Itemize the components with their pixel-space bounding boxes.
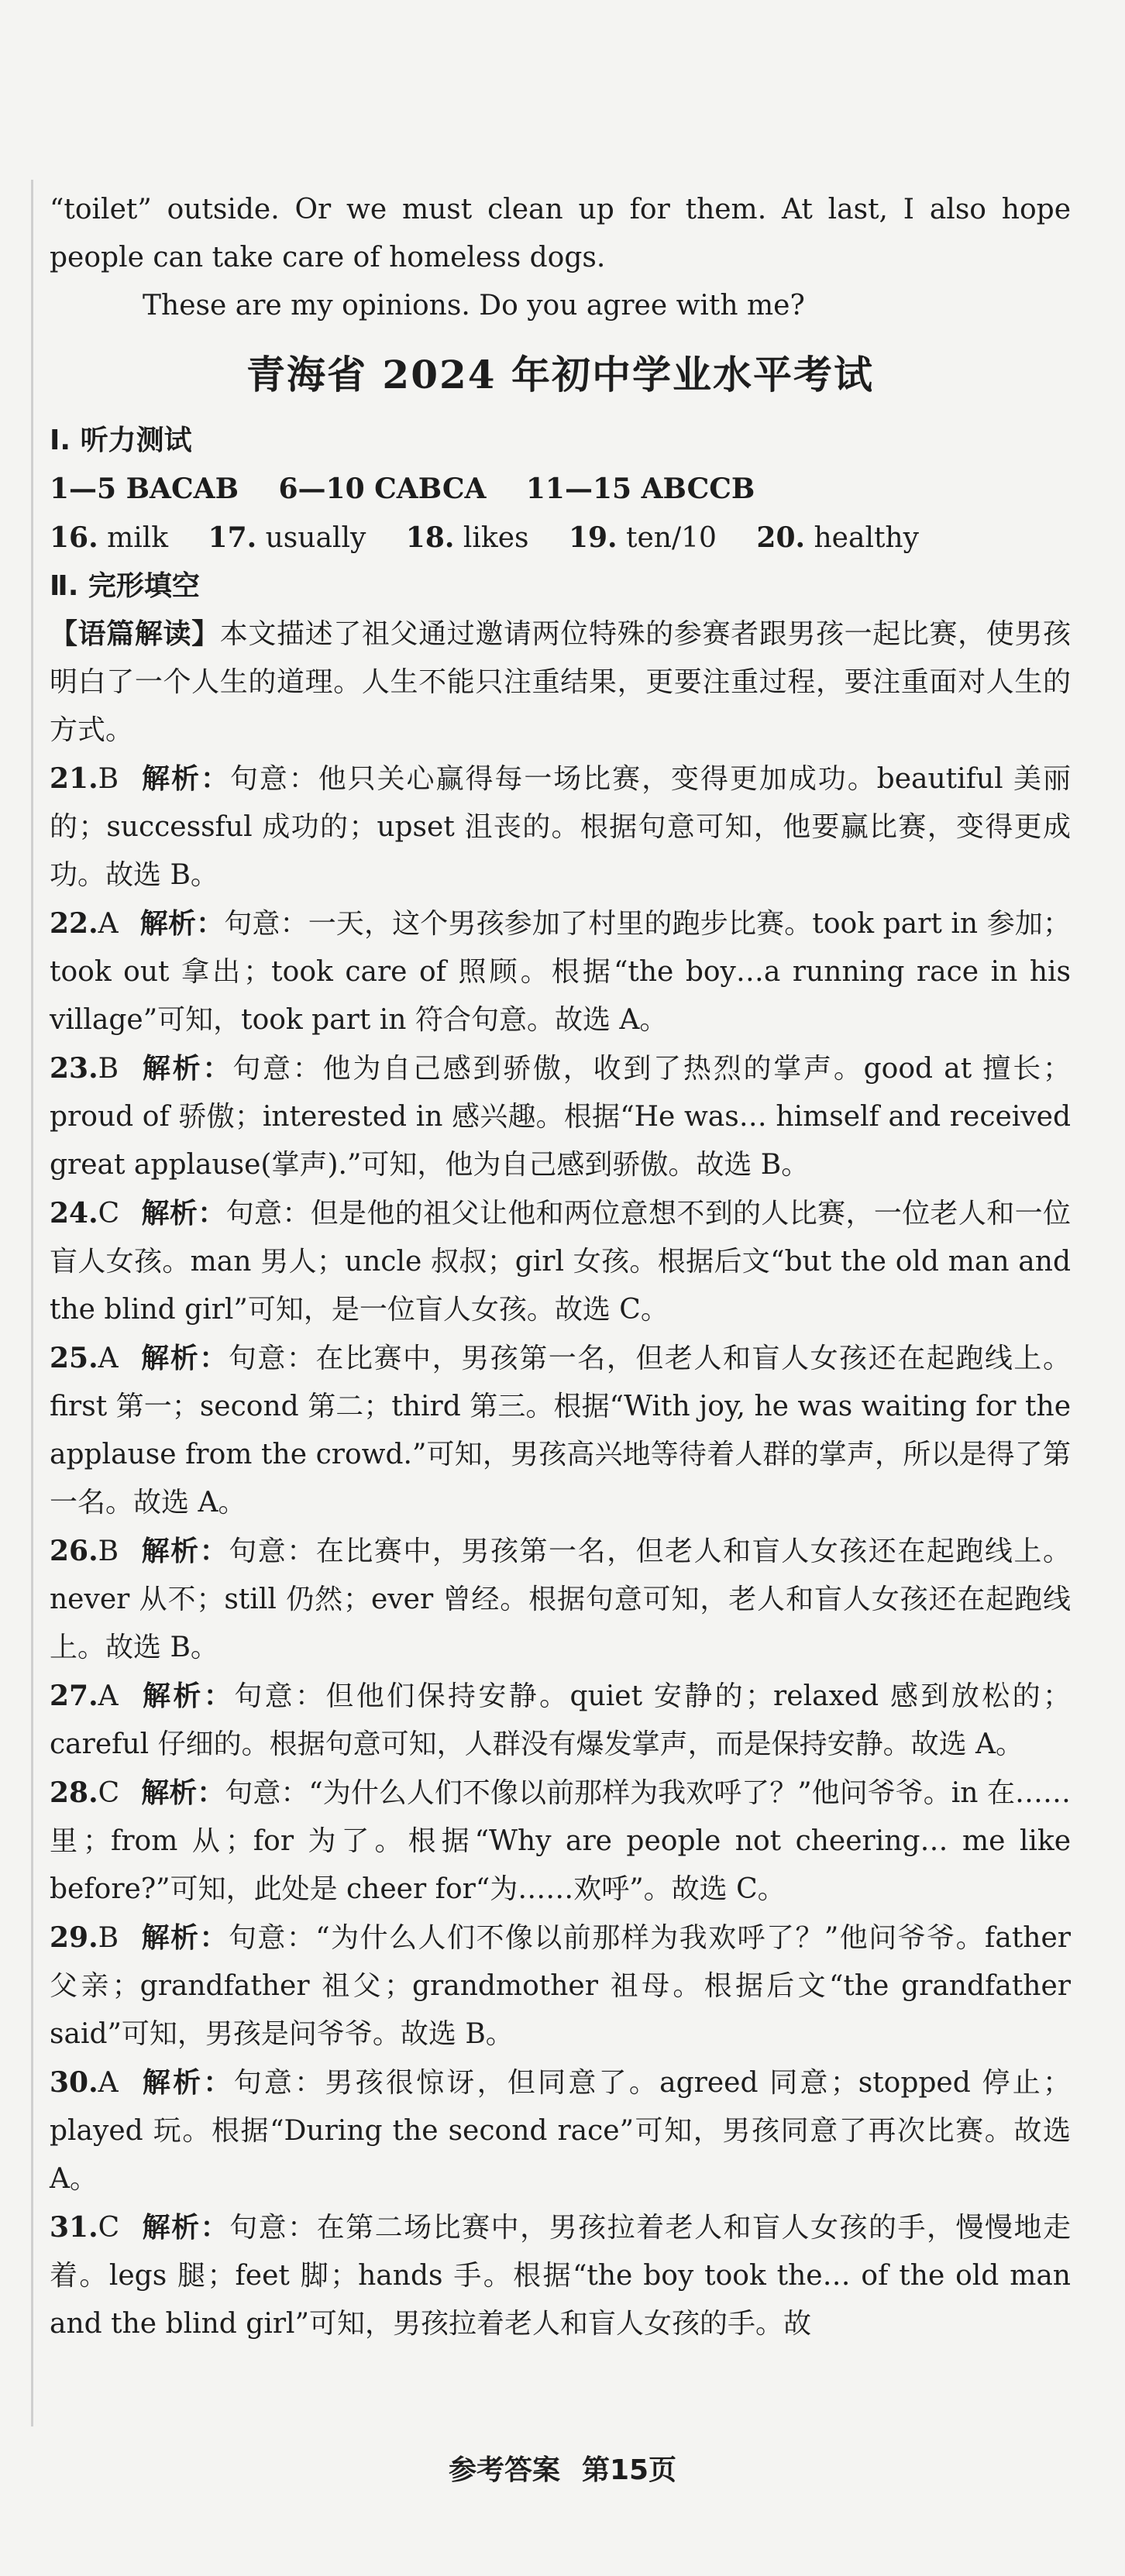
listening-answers-row1 [50, 465, 1071, 514]
section-cloze-heading: Ⅱ. 完形填空 [50, 570, 200, 602]
analysis-label: 解析： [140, 1536, 229, 1567]
cloze-item [50, 2203, 1071, 2348]
answer-word: ten/10 [626, 522, 717, 554]
analysis-text: 句意：但他们保持安静。quiet 安静的；relaxed 感到放松的；careful 仔细的。根据句意可知，人群没有爆发掌声，而是保持安静。故选 A。 [50, 1680, 1071, 1760]
cloze-item [50, 899, 1071, 1044]
answer-num: 16. [50, 521, 98, 554]
answer-num: 17. [208, 521, 257, 554]
item-number: 29. [50, 1921, 98, 1954]
item-number: 26. [50, 1535, 98, 1567]
cloze-item [50, 1769, 1071, 1914]
exam-title: 青海省 2024 年初中学业水平考试 [246, 352, 874, 397]
cloze-item [50, 1527, 1071, 1672]
reading-summary [50, 610, 1071, 755]
item-number: 30. [50, 2066, 98, 2099]
item-number: 25. [50, 1342, 98, 1374]
answer-group: 11—15 ABCCB [525, 473, 755, 505]
answer-group: 1—5 BACAB [50, 473, 239, 505]
footer-page-number: 第15页 [581, 2454, 677, 2486]
analysis-text: 句意：男孩很惊讶，但同意了。agreed 同意；stopped 停止；played 玩。根据“During the second race”可知，男孩同意了再次比赛。故选 A。 [50, 2067, 1071, 2195]
analysis-text: 句意：在比赛中，男孩第一名，但老人和盲人女孩还在起跑线上。never 从不；still 仍然；ever 曾经。根据句意可知，老人和盲人女孩还在起跑线上。故选 B。 [50, 1536, 1071, 1663]
analysis-text: 句意：在比赛中，男孩第一名，但老人和盲人女孩还在起跑线上。first 第一；second 第二；third 第三。根据“With joy, he was waiting for the applause from the crowd.”可知，男孩高兴地等待着人群的掌声，所以是得了第一名。故选 A。 [50, 1343, 1071, 1518]
item-answer: A [98, 908, 119, 940]
analysis-text: 句意：他为自己感到骄傲，收到了热烈的掌声。good at 擅长；proud of 骄傲；interested in 感兴趣。根据“He was… himself and received great applause(掌声).”可知，他为自己感到骄傲。故选 B。 [50, 1053, 1071, 1181]
answer-num: 19. [568, 521, 618, 554]
item-answer: B [98, 1536, 119, 1567]
cloze-items [50, 755, 1071, 2348]
item-number: 22. [50, 907, 98, 940]
item-answer: B [98, 1922, 119, 1954]
analysis-label: 解析： [139, 1680, 235, 1712]
item-answer: B [98, 1053, 119, 1085]
analysis-text: 句意：但是他的祖父让他和两位意想不到的人比赛，一位老人和一位盲人女孩。man 男人；uncle 叔叔；girl 女孩。根据后文“but the old man and the blind girl”可知，是一位盲人女孩。故选 C。 [50, 1198, 1071, 1326]
analysis-label: 解析： [141, 2212, 230, 2244]
item-answer: A [98, 1343, 119, 1374]
analysis-label: 解析： [141, 1198, 226, 1230]
analysis-label: 解析： [139, 908, 225, 940]
cloze-item [50, 1044, 1071, 1189]
listening-answers-row2 [50, 514, 1071, 562]
analysis-label: 解析： [140, 763, 230, 795]
margin-line [31, 180, 33, 2426]
answer-group: 6—10 CABCA [278, 473, 487, 505]
analysis-label: 解析： [139, 1343, 229, 1374]
answer-num: 18. [405, 521, 455, 554]
analysis-text: 句意：在第二场比赛中，男孩拉着老人和盲人女孩的手，慢慢地走着。legs 腿；feet 脚；hands 手。根据“the boy took the… of the old man and the blind girl”可知，男孩拉着老人和盲人女孩的手。故 [50, 2212, 1071, 2340]
reading-label: 【语篇解读】 [50, 618, 220, 650]
analysis-label: 解析： [140, 1922, 229, 1954]
analysis-text: 句意：他只关心赢得每一场比赛，变得更加成功。beautiful 美丽的；successful 成功的；upset 沮丧的。根据句意可知，他要赢比赛，变得更成功。故选 B。 [50, 763, 1071, 891]
item-number: 28. [50, 1776, 98, 1809]
answer-word: healthy [814, 522, 919, 554]
analysis-text: 句意：“为什么人们不像以前那样为我欢呼了？”他问爷爷。father 父亲；grandfather 祖父；grandmother 祖母。根据后文“the grandfather said”可知，男孩是问爷爷。故选 B。 [50, 1922, 1071, 2050]
analysis-label: 解析： [139, 2067, 234, 2099]
item-number: 23. [50, 1052, 98, 1085]
cloze-item [50, 1189, 1071, 1334]
analysis-text: 句意：“为什么人们不像以前那样为我欢呼了？”他问爷爷。in 在……里；from 从；for 为了。根据“Why are people not cheering… me like before?”可知，此处是 cheer for“为……欢呼”。故选 C。 [50, 1777, 1071, 1905]
item-number: 21. [50, 762, 98, 795]
intro-closing: These are my opinions. Do you agree with me? [143, 290, 805, 322]
item-number: 27. [50, 1680, 98, 1712]
cloze-item [50, 755, 1071, 899]
item-answer: C [98, 2212, 120, 2244]
analysis-label: 解析： [141, 1777, 225, 1809]
item-number: 31. [50, 2211, 98, 2244]
cloze-item [50, 2058, 1071, 2203]
answer-num: 20. [756, 521, 806, 554]
item-answer: B [98, 763, 119, 795]
item-answer: A [98, 1680, 119, 1712]
cloze-item [50, 1672, 1071, 1769]
answer-word: likes [463, 522, 529, 554]
section-listening-heading: Ⅰ. 听力测试 [50, 425, 192, 456]
answer-word: usually [265, 522, 366, 554]
item-answer: A [98, 2067, 119, 2099]
item-number: 24. [50, 1197, 98, 1230]
reading-text: 本文描述了祖父通过邀请两位特殊的参赛者跟男孩一起比赛，使男孩明白了一个人生的道理。人生不能只注重结果，更要注重过程，要注重面对人生的方式。 [50, 618, 1071, 746]
footer-label: 参考答案 [448, 2454, 560, 2486]
page-footer [0, 2448, 1125, 2488]
answer-word: milk [107, 522, 169, 554]
cloze-item [50, 1914, 1071, 2058]
item-answer: C [98, 1198, 120, 1230]
analysis-text: 句意：一天，这个男孩参加了村里的跑步比赛。took part in 参加；took out 拿出；took care of 照顾。根据“the boy…a running race in his village”可知，took part in 符合句意。故选 A。 [50, 908, 1071, 1036]
item-answer: C [98, 1777, 120, 1809]
intro-paragraph: “toilet” outside. Or we must clean up for them. At last, I also hope people can take care of homeless dogs. [50, 194, 1071, 273]
cloze-item [50, 1334, 1071, 1527]
analysis-label: 解析： [140, 1053, 233, 1085]
